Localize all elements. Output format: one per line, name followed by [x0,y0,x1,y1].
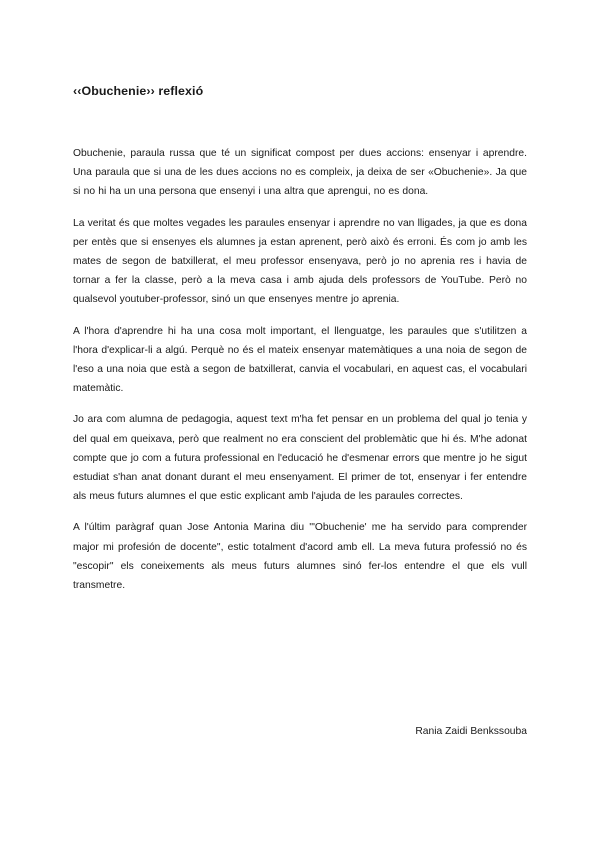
paragraph-3: A l'hora d'aprendre hi ha una cosa molt important, el llenguatge, les paraules que s'utilitzen a l'hora d'explicar-li a algú. Perquè no és el mateix ensenyar matemàtiques a una noia de segon de l'eso a una noia que està a segon de batxillerat, canvia el vocabulari, en aquest cas, el vocabulari matemàtic. [73,325,527,395]
paragraph-1: Obuchenie, paraula russa que té un significat compost per dues accions: ensenyar i aprendre. Una paraula que si una de les dues accions no es compleix, ja deixa de ser «Obuchenie». Ja que si no hi ha un una persona que ensenyi i una altra que aprengui, no es dona. [73,148,527,198]
paragraph-4: Jo ara com alumna de pedagogia, aquest text m'ha fet pensar en un problema del qual jo tenia y del qual em queixava, però que realment no era conscient del problemàtic que hi és. M'he adonat compte que jo com a futura professional en l'educació he d'esmenar errors que mentre jo he sigut estudiat s'han anat donant durant el meu ensenyament. El primer de tot, ensenyar i fer entendre als meus futurs alumnes el que estic explicant amb l'ajuda de les paraules correctes. [73,414,527,503]
author-signature: Rania Zaidi Benkssouba [415,726,527,737]
document-body [73,144,527,607]
paragraph-2: La veritat és que moltes vegades les paraules ensenyar i aprendre no van lligades, ja que es dona per entès que si ensenyes els alumnes ja estan aprenent, però això és erroni. És com jo amb les mates de segon de batxillerat, el meu professor ensenyava, però jo no aprenia res i havia de tornar a fer la classe, però a la meva casa i amb ajuda dels professors de YouTube. Però no qualsevol youtuber-professor, sinó un que ensenyes mentre jo aprenia. [73,217,527,306]
paragraph-5: A l'últim paràgraf quan Jose Antonia Marina diu '"Obuchenie' me ha servido para comprender major mi profesión de docente", estic totalment d'acord amb ell. La meva futura professió no és "escopir" els coneixements als meus futurs alumnes sinó fer-los entendre el que els vull transmetre. [73,522,527,592]
document-title: ‹‹Obuchenie›› reflexió [73,84,204,98]
